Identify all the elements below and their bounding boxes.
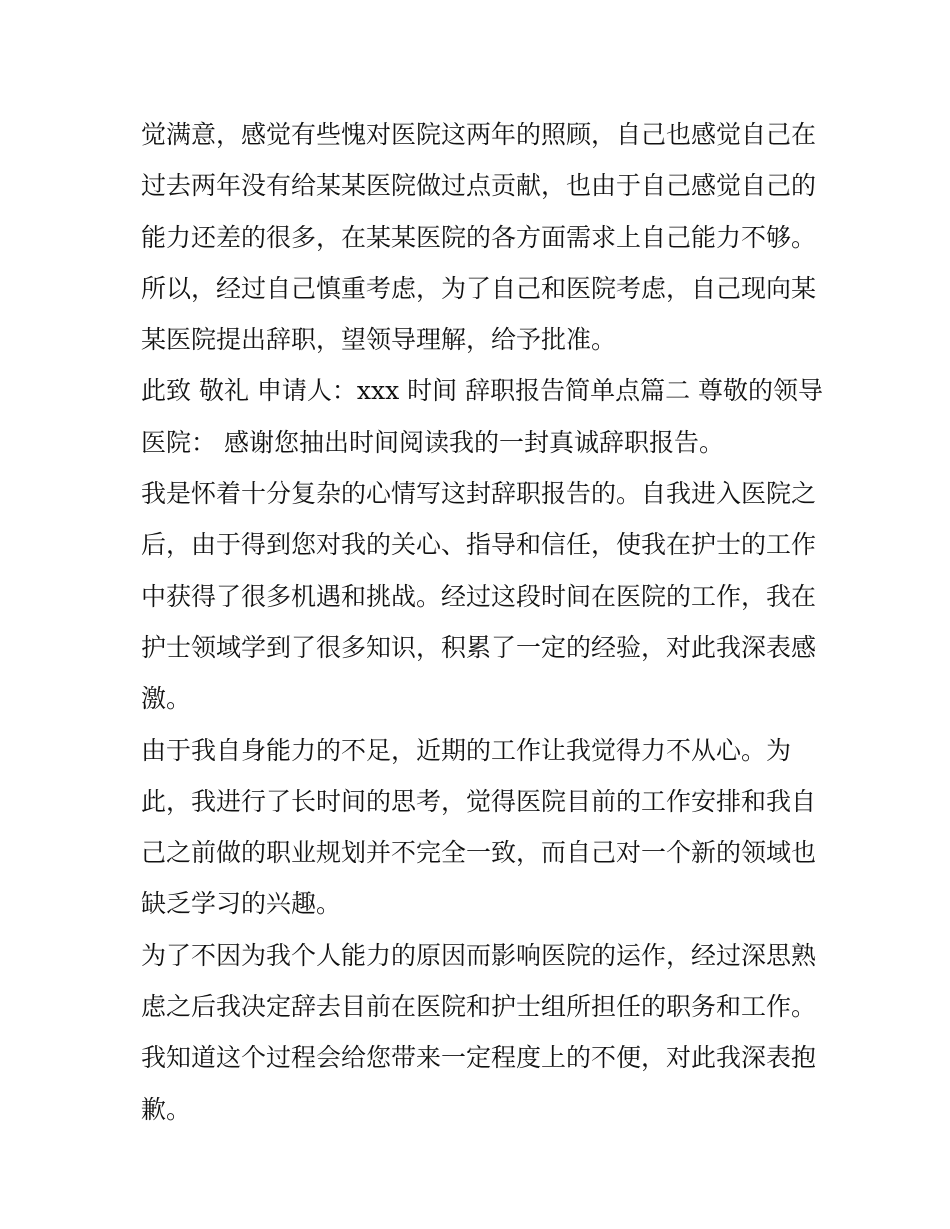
text-line: 后，由于得到您对我的关心、指导和信任，使我在护士的工作 — [141, 530, 817, 560]
text-line: 能力还差的很多，在某某医院的各方面需求上自己能力不够。 — [141, 222, 817, 252]
text-line: 此致 敬礼 申请人：xxx 时间 辞职报告简单点篇二 尊敬的领导 — [141, 376, 824, 406]
text-line: 缺乏学习的兴趣。 — [141, 889, 342, 919]
text-line: 某医院提出辞职，望领导理解，给予批准。 — [141, 325, 617, 355]
text-line: 歉。 — [141, 1094, 192, 1124]
text-line: 中获得了很多机遇和挑战。经过这段时间在医院的工作，我在 — [141, 581, 817, 611]
text-line: 虑之后我决定辞去目前在医院和护士组所担任的职务和工作。 — [141, 992, 817, 1022]
text-line: 护士领域学到了很多知识，积累了一定的经验，对此我深表感 — [141, 632, 817, 662]
text-line: 医院： 感谢您抽出时间阅读我的一封真诚辞职报告。 — [141, 427, 724, 457]
text-line: 此，我进行了长时间的思考，觉得医院目前的工作安排和我自 — [141, 786, 817, 816]
text-line: 所以，经过自己慎重考虑，为了自己和医院考虑，自己现向某 — [141, 273, 817, 303]
text-line: 激。 — [141, 684, 192, 714]
text-line: 己之前做的职业规划并不完全一致，而自己对一个新的领域也 — [141, 838, 817, 868]
document-body — [141, 109, 824, 1135]
text-line: 觉满意，感觉有些愧对医院这两年的照顾，自己也感觉自己在 — [141, 120, 817, 149]
text-line: 我知道这个过程会给您带来一定程度上的不便，对此我深表抱 — [141, 1043, 817, 1073]
text-line: 过去两年没有给某某医院做过点贡献，也由于自己感觉自己的 — [141, 171, 817, 201]
text-line: 我是怀着十分复杂的心情写这封辞职报告的。自我进入医院之 — [141, 479, 817, 509]
text-line: 由于我自身能力的不足，近期的工作让我觉得力不从心。为 — [141, 735, 792, 765]
text-line: 为了不因为我个人能力的原因而影响医院的运作，经过深思熟 — [141, 940, 817, 970]
